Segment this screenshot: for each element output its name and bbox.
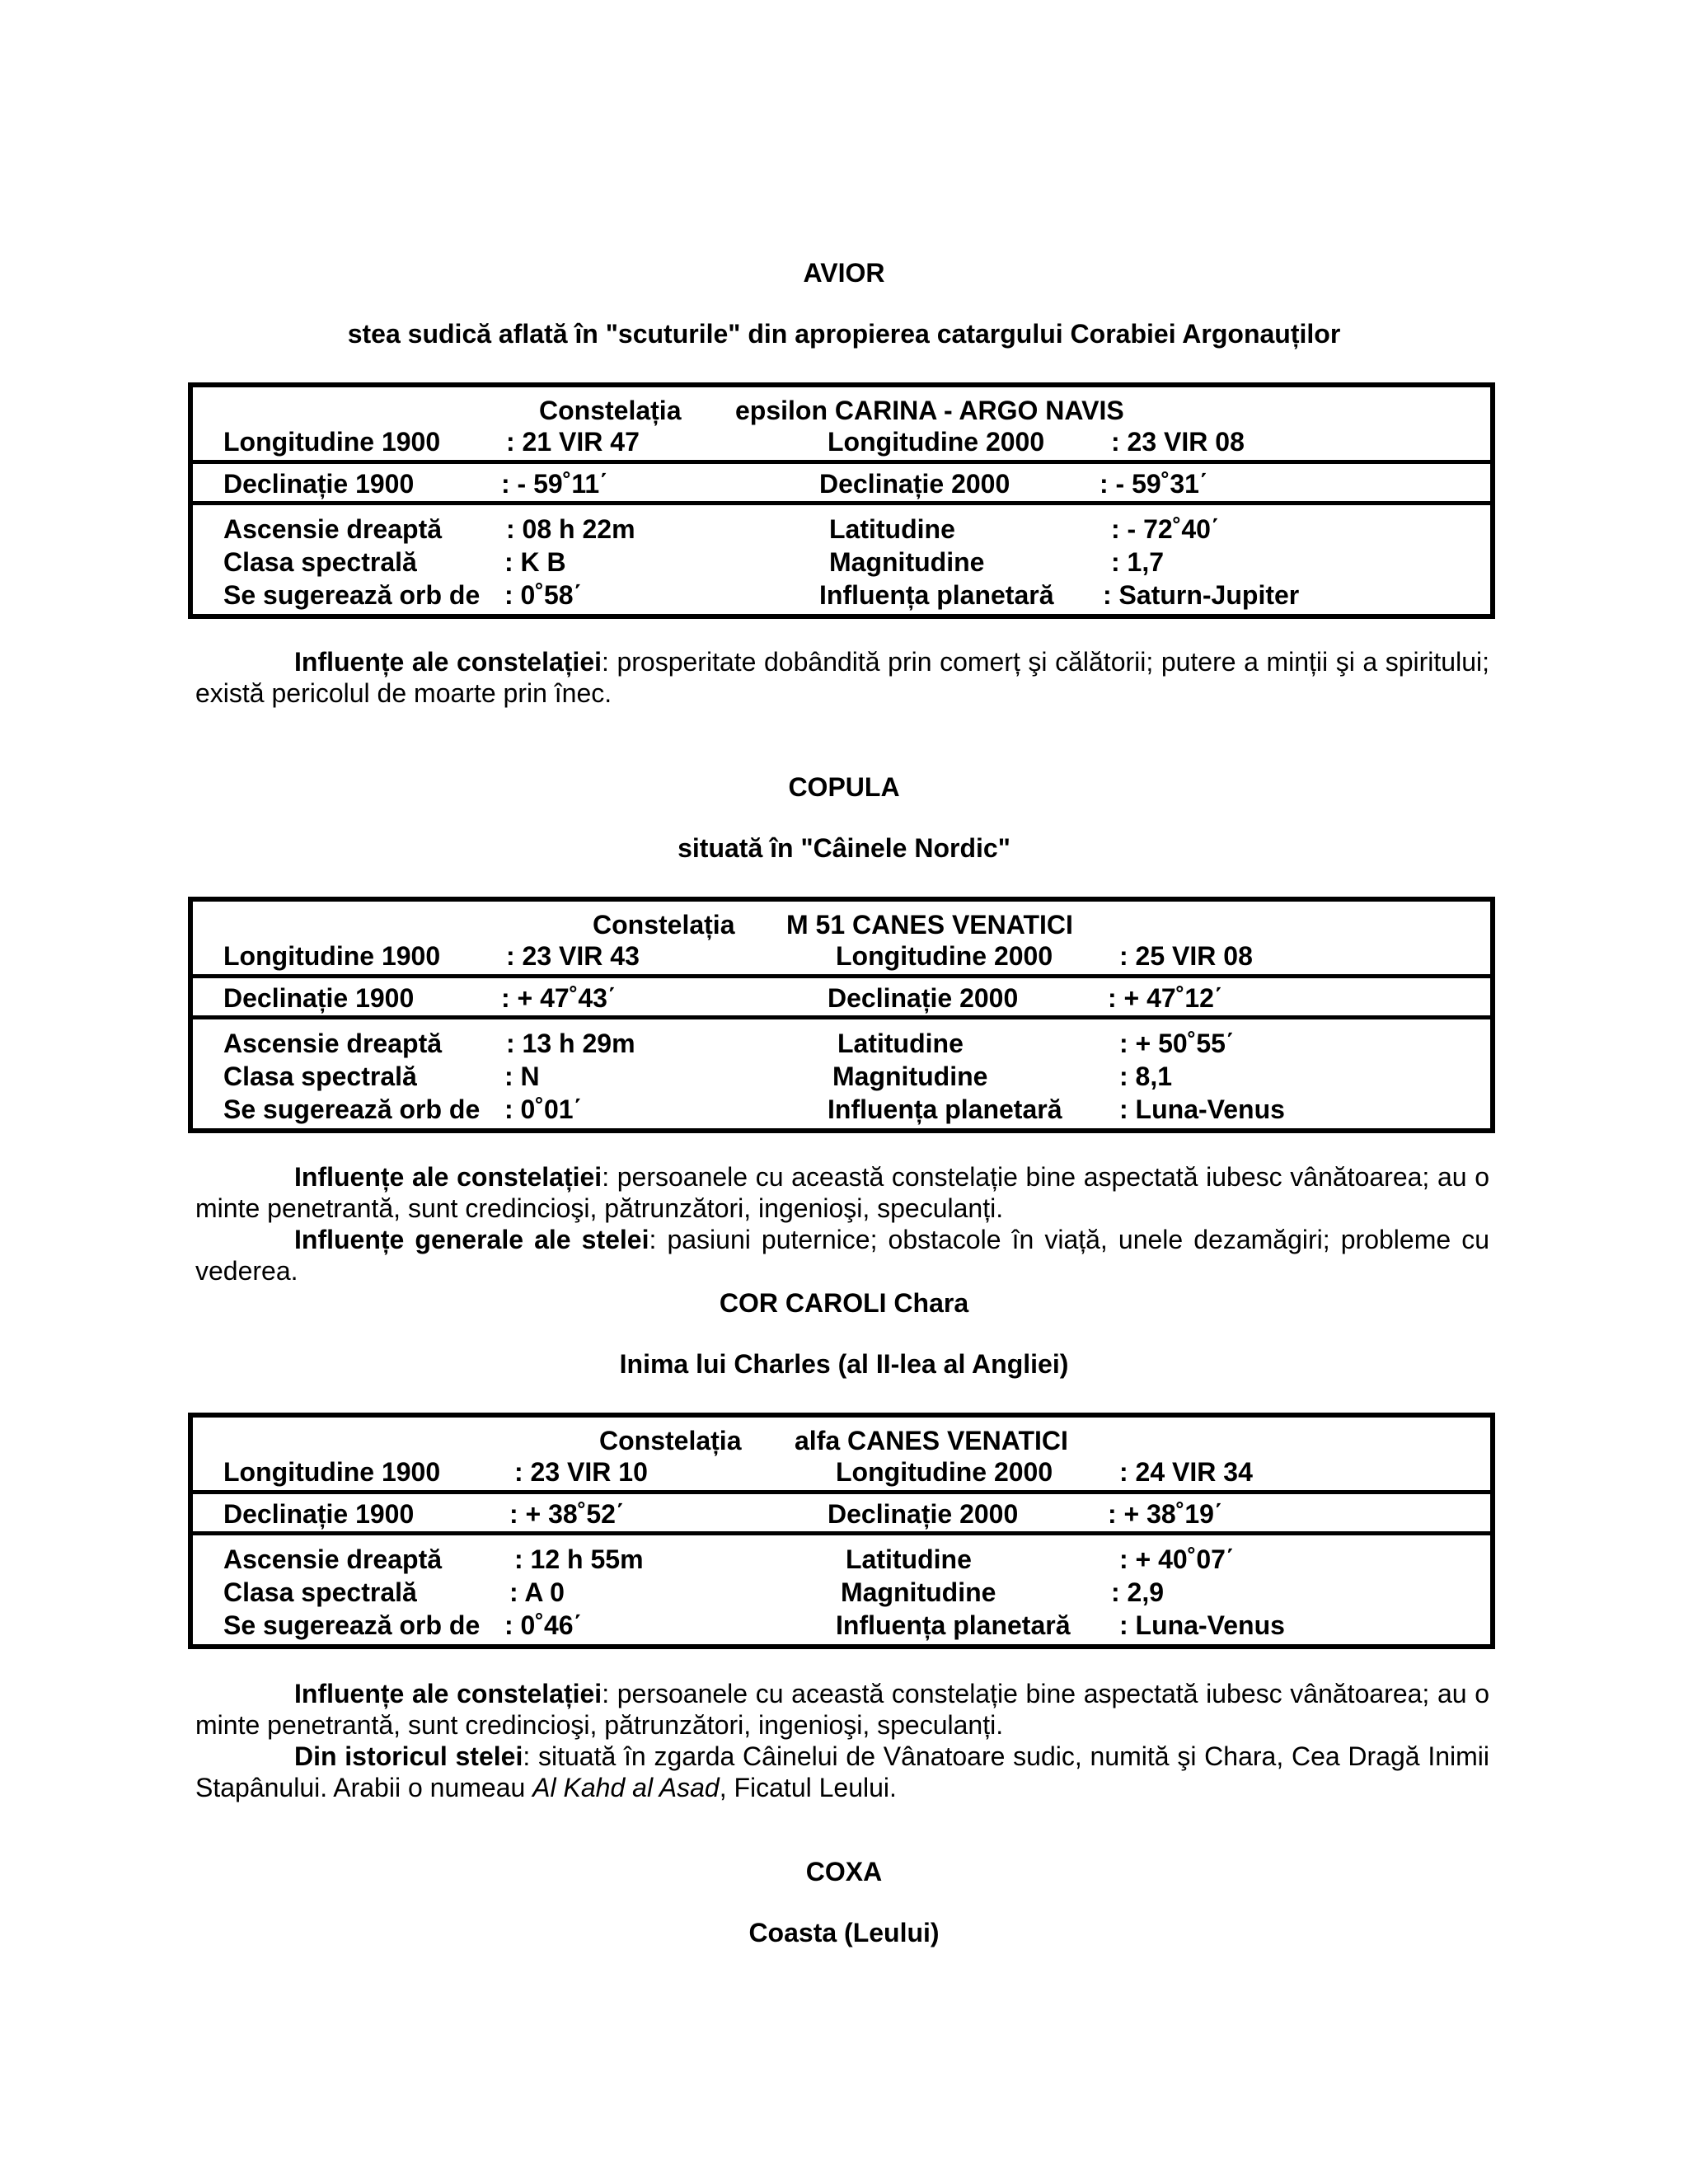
paragraph-heading: Influențe generale ale stelei xyxy=(294,1225,649,1254)
paragraph xyxy=(195,1678,1489,1741)
table-row-details xyxy=(193,501,1490,614)
star-description-cor-caroli xyxy=(195,1678,1489,1803)
paragraph-heading: Influențe ale constelației xyxy=(294,1162,603,1192)
orb-value: : 0˚01΄ xyxy=(504,1094,583,1124)
paragraph-heading: Influențe ale constelației xyxy=(294,647,602,677)
paragraph xyxy=(195,646,1489,709)
spectral-class-label: Clasa spectrală xyxy=(223,1577,417,1607)
orb-label: Se sugerează orb de xyxy=(223,1094,481,1124)
star-title-copula: COPULA xyxy=(788,772,900,802)
paragraph xyxy=(195,1161,1489,1224)
longitude-2000-label: Longitudine 2000 xyxy=(836,941,1053,971)
star-subtitle-coxa: Coasta (Leului) xyxy=(748,1918,940,1947)
constellation-value: epsilon CARINA - ARGO NAVIS xyxy=(735,396,1124,425)
table-row-declination xyxy=(193,1490,1490,1531)
star-title-coxa: COXA xyxy=(805,1857,883,1886)
star-title-cor-caroli: COR CAROLI Chara xyxy=(719,1288,969,1318)
longitude-2000-value: : 23 VIR 08 xyxy=(1111,427,1245,457)
table-row-longitude xyxy=(193,387,1490,460)
paragraph-text: : pasiuni puternice; obstacole în viață, unele dezamăgiri; probleme cu vederea. xyxy=(195,1225,1490,1286)
longitude-1900-label: Longitudine 1900 xyxy=(223,1457,441,1487)
star-table-cor-caroli xyxy=(188,1413,1495,1649)
longitude-1900-label: Longitudine 1900 xyxy=(223,941,441,971)
declination-2000-label: Declinație 2000 xyxy=(828,983,1019,1013)
latitude-value: : + 50˚55΄ xyxy=(1119,1029,1235,1058)
right-ascension-value: : 08 h 22m xyxy=(506,514,635,544)
magnitude-label: Magnitudine xyxy=(832,1062,988,1091)
star-table-avior xyxy=(188,382,1495,619)
right-ascension-label: Ascensie dreaptă xyxy=(223,1029,443,1058)
declination-1900-label: Declinație 1900 xyxy=(223,983,415,1013)
longitude-2000-label: Longitudine 2000 xyxy=(828,427,1045,457)
star-table-copula xyxy=(188,897,1495,1133)
magnitude-label: Magnitudine xyxy=(829,547,985,577)
paragraph-emphasis: Al Kahd al Asad xyxy=(532,1773,720,1802)
right-ascension-value: : 12 h 55m xyxy=(514,1544,644,1574)
longitude-2000-label: Longitudine 2000 xyxy=(836,1457,1053,1487)
declination-1900-value: : + 47˚43΄ xyxy=(501,983,617,1013)
star-description-copula xyxy=(195,1161,1489,1286)
declination-2000-label: Declinație 2000 xyxy=(819,469,1010,499)
orb-label: Se sugerează orb de xyxy=(223,580,481,610)
paragraph xyxy=(195,1224,1489,1286)
declination-1900-label: Declinație 1900 xyxy=(223,1499,415,1529)
spectral-class-label: Clasa spectrală xyxy=(223,1062,417,1091)
longitude-1900-value: : 23 VIR 43 xyxy=(506,941,640,971)
longitude-1900-value: : 21 VIR 47 xyxy=(506,427,640,457)
magnitude-value: : 2,9 xyxy=(1111,1577,1165,1607)
paragraph xyxy=(195,1741,1489,1803)
magnitude-value: : 1,7 xyxy=(1111,547,1165,577)
latitude-value: : + 40˚07΄ xyxy=(1119,1544,1235,1574)
paragraph-heading: Influențe ale constelației xyxy=(294,1679,603,1708)
table-row-declination xyxy=(193,460,1490,501)
constellation-label: Constelația xyxy=(539,396,682,425)
constellation-label: Constelația xyxy=(599,1426,742,1455)
latitude-label: Latitudine xyxy=(846,1544,972,1574)
right-ascension-label: Ascensie dreaptă xyxy=(223,514,443,544)
planetary-influence-value: : Saturn-Jupiter xyxy=(1103,580,1300,610)
spectral-class-value: : A 0 xyxy=(509,1577,565,1607)
constellation-value: alfa CANES VENATICI xyxy=(795,1426,1068,1455)
table-row-longitude xyxy=(193,902,1490,974)
declination-1900-value: : - 59˚11΄ xyxy=(501,469,608,499)
paragraph-text: , Ficatul Leului. xyxy=(719,1773,897,1802)
longitude-2000-value: : 25 VIR 08 xyxy=(1119,941,1253,971)
constellation-label: Constelația xyxy=(593,910,735,940)
declination-2000-value: : + 47˚12΄ xyxy=(1108,983,1223,1013)
table-row-declination xyxy=(193,974,1490,1015)
planetary-influence-value: : Luna-Venus xyxy=(1119,1094,1285,1124)
star-subtitle-copula: situată în "Câinele Nordic" xyxy=(678,833,1010,863)
orb-value: : 0˚58΄ xyxy=(504,580,583,610)
constellation-value: M 51 CANES VENATICI xyxy=(786,910,1073,940)
star-title-avior: AVIOR xyxy=(803,258,885,288)
right-ascension-value: : 13 h 29m xyxy=(506,1029,635,1058)
latitude-value: : - 72˚40΄ xyxy=(1111,514,1220,544)
planetary-influence-label: Influența planetară xyxy=(819,580,1054,610)
spectral-class-value: : K B xyxy=(504,547,566,577)
planetary-influence-value: : Luna-Venus xyxy=(1119,1610,1285,1640)
table-row-details xyxy=(193,1531,1490,1644)
latitude-label: Latitudine xyxy=(837,1029,964,1058)
star-description-avior xyxy=(195,646,1489,709)
declination-2000-label: Declinație 2000 xyxy=(828,1499,1019,1529)
declination-1900-label: Declinație 1900 xyxy=(223,469,415,499)
table-row-longitude xyxy=(193,1418,1490,1490)
longitude-2000-value: : 24 VIR 34 xyxy=(1119,1457,1253,1487)
orb-label: Se sugerează orb de xyxy=(223,1610,481,1640)
paragraph-heading: Din istoricul stelei xyxy=(294,1741,523,1771)
paragraph-text: : situată în zgarda Câinelui de Vânatoare sudic, numită şi Chara, Cea Dragă Inimii Stapânului. Arabii o numeau xyxy=(195,1741,1490,1802)
paragraph-text: : persoanele cu această constelație bine aspectată iubesc vânătoarea; au o minte penetrantă, sunt credincioşi, pătrunzători, ingenioşi, speculanți. xyxy=(195,1679,1490,1740)
magnitude-value: : 8,1 xyxy=(1119,1062,1173,1091)
orb-value: : 0˚46΄ xyxy=(504,1610,583,1640)
right-ascension-label: Ascensie dreaptă xyxy=(223,1544,443,1574)
paragraph-text: : prosperitate dobândită prin comerț şi călătorii; putere a minții şi a spiritului; există pericolul de moarte prin înec. xyxy=(195,647,1489,708)
declination-2000-value: : - 59˚31΄ xyxy=(1100,469,1208,499)
declination-2000-value: : + 38˚19΄ xyxy=(1108,1499,1223,1529)
longitude-1900-label: Longitudine 1900 xyxy=(223,427,441,457)
longitude-1900-value: : 23 VIR 10 xyxy=(514,1457,648,1487)
star-subtitle-avior: stea sudică aflată în "scuturile" din apropierea catargului Corabiei Argonauților xyxy=(347,319,1341,349)
planetary-influence-label: Influența planetară xyxy=(836,1610,1071,1640)
paragraph-text: : persoanele cu această constelație bine aspectată iubesc vânătoarea; au o minte penetrantă, sunt credincioşi, pătrunzători, ingenioşi, speculanți. xyxy=(195,1162,1490,1223)
table-row-details xyxy=(193,1015,1490,1128)
declination-1900-value: : + 38˚52΄ xyxy=(509,1499,625,1529)
planetary-influence-label: Influența planetară xyxy=(828,1094,1062,1124)
latitude-label: Latitudine xyxy=(829,514,955,544)
star-subtitle-cor-caroli: Inima lui Charles (al II-lea al Angliei) xyxy=(619,1349,1069,1379)
spectral-class-value: : N xyxy=(504,1062,540,1091)
spectral-class-label: Clasa spectrală xyxy=(223,547,417,577)
magnitude-label: Magnitudine xyxy=(841,1577,996,1607)
